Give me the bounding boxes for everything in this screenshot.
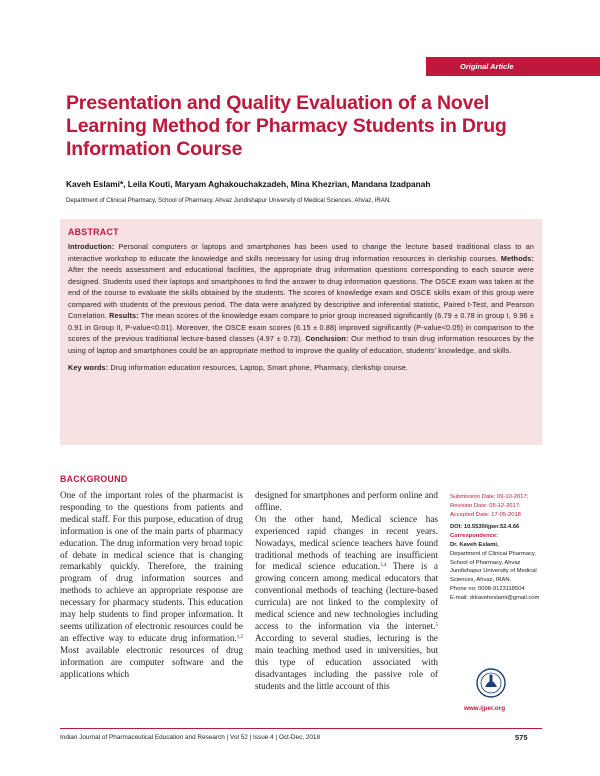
footer-divider [60,728,542,729]
intro-text: Personal computers or laptops and smartphones has been used to change the lecture based traditional class to an interactive workshop to educate the knowledge and skills necessary for using drug information resources in clerkship courses. [68,242,534,263]
correspondence-phone: Phone no: 0098-9123118504 [450,585,525,592]
methods-text: After the needs assessment and educational facilities, the appropriate drug information questions corresponding to each source were designed. Students used their laptops and smartphones to find the answer to drug information questions. The OSCE exam was taken at the end of the course to evaluate the skills obtained by the students. The scores of knowledge exam and OSCE skills exam of this group were compared with students of the previous period. The data were analyzed by descriptive and inferential statistic, Paired t-Test, and Pearson Correlation. [68,265,534,320]
correspondence-label: Correspondence: [450,533,498,540]
col2-para-1: designed for smartphones and perform online and offline. [255,490,438,512]
keywords-text: Drug information education resources, Laptop, Smart phone, Pharmacy, clerkship course. [110,363,409,372]
abstract-heading: ABSTRACT [68,227,119,237]
col2-citation-2: 5 [435,622,438,628]
col2-para-2c: According to several studies, lecturing is the main teaching method used in universities, but this type of education associated with disadvantages including the passive role of students and the little account of this [255,632,438,691]
col2-citation-1: 3,4 [380,563,387,569]
results-label: Results: [109,311,139,320]
page-number: 575 [515,733,528,742]
author-list: Kaveh Eslami*, Leila Kouti, Maryam Aghakouchakzadeh, Mina Khezrian, Mandana Izadpanah [66,179,431,189]
background-heading: BACKGROUND [60,474,128,484]
correspondence-name: Dr. Kaveh Eslami, [450,541,499,548]
correspondence-email: E-mail: drkaveheslami@gmail.com [450,594,540,601]
methods-label: Methods: [500,253,534,263]
journal-logo-icon [474,668,508,698]
col1-tail: Most available electronic resources of drug information are computer software and the applications which [60,644,243,679]
doi: DOI: 10.5530/ijper.52.4.66 [450,524,520,531]
journal-footer: Indian Journal of Pharmaceutical Education and Research | Vol 52 | Issue 4 | Oct-Dec, 2018 [60,734,321,741]
abstract-box [60,219,542,445]
keywords-label: Key words: [68,363,109,372]
submission-date: Submission Date: 09-10-2017; [450,494,529,500]
body-column-1 [60,490,243,681]
conclusion-label: Conclusion: [305,334,349,343]
intro-label: Introduction: [68,242,115,251]
keywords [68,362,534,374]
correspondence-address: Department of Clinical Pharmacy, School of Pharmacy, Ahvaz Jundishapur University of Medical Sciences, Ahvaz, IRAN. [450,550,537,584]
col2-para-2b: There is a growing concern among medical educators that conventional methods of teaching (lecture-based curricula) are not linked to the complexity of medical science and new technologies including access to the information via the internet. [255,561,438,631]
body-column-2 [255,490,438,692]
col1-text: One of the important roles of the pharmacist is responding to the questions from patients and medical staff. For this purpose, education of drug information is one of the main parts of pharmacy education. The drug information very broad topic of debate in medical science that is changing remarkably quickly. Therefore, the training program of drug information sources and methods to achieve an appropriate response are necessary for pharmacy students. This education may help students to find proper information. It seems utilization of electronic resources could be an effective way to educate drug information. [60,490,243,643]
results-text: The mean scores of the knowledge exam compare to prior group increased significantly (6.79 ± 0.78 in group I, 9.96 ± 0.91 in Group II, P-value<0.01). Moreover, the OSCE exam scores (6.15 ± 0.88) improved significantly (P-value<0.05) in comparison to the scores of the previous traditional lecture-based classes (4.97 ± 0.73). [68,311,534,343]
abstract-body [68,241,534,356]
revision-date: Revision Date: 05-12-2017; [450,502,521,509]
article-info-sidebar [450,493,550,603]
accepted-date: Accepted Date: 17-05-2018 [450,511,521,518]
journal-website: www.ijper.org [464,705,506,712]
col2-para-2: On the other hand, Medical science has experienced rapid changes in recent years. Nowadays, medical science teachers have found traditional methods of teaching are insufficient for medical science education. [255,513,438,572]
conclusion-text: Our method to train drug information resources by the using of laptop and smartphones could be an appropriate method to improve the quality of education, students' knowledge, and skills. [68,334,534,355]
article-type-badge: Original Article [426,57,600,76]
article-title: Presentation and Quality Evaluation of a Novel Learning Method for Pharmacy Students in Drug Information Course [66,92,507,160]
affiliation: Department of Clinical Pharmacy, School of Pharmacy, Ahvaz Jundishapur University of Medical Sciences, Ahvaz, IRAN. [66,197,391,204]
col1-citation: 1,2 [236,634,243,640]
